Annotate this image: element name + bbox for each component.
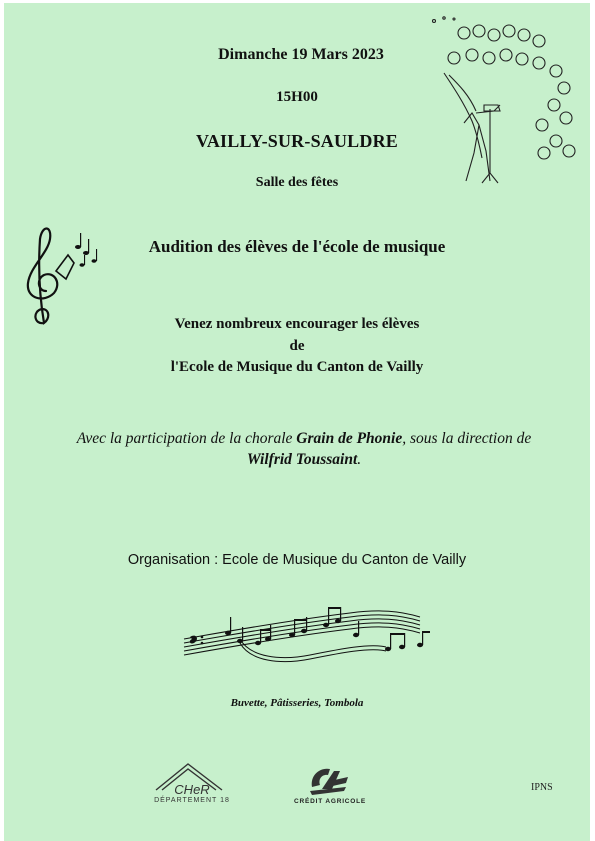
invitation-line-2: de — [289, 338, 305, 354]
event-date: Dimanche 19 Mars 2023 — [218, 46, 384, 63]
event-town: VAILLY-SUR-SAULDRE — [195, 131, 398, 151]
credit-agricole-caption: CRÉDIT AGRICOLE — [294, 798, 367, 805]
cher-logo-word: CHeR — [174, 782, 210, 797]
participation-middle: , sous la direction de — [402, 430, 532, 447]
treble-clef-icon — [22, 219, 106, 331]
ipns-mark: IPNS — [531, 782, 553, 793]
event-time: 15H00 — [276, 89, 318, 105]
organisation-line: Organisation : Ecole de Musique du Canton de Vailly — [127, 552, 467, 568]
cher-logo-caption: DÉPARTEMENT 18 — [154, 797, 230, 804]
flyer-page — [4, 3, 590, 841]
participation-prefix: Avec la participation de la chorale — [76, 430, 297, 447]
choir-name: Grain de Phonie — [296, 430, 403, 447]
event-title: Audition des élèves de l'école de musique — [148, 237, 446, 256]
credit-agricole-logo — [306, 765, 350, 797]
participation-text — [24, 428, 584, 470]
music-staff-icon — [180, 599, 438, 669]
invitation-line-3: l'Ecole de Musique du Canton de Vailly — [170, 359, 424, 375]
participation-suffix: . — [357, 451, 362, 468]
invitation-line-1: Venez nombreux encourager les élèves — [174, 316, 420, 332]
event-venue: Salle des fêtes — [255, 175, 339, 190]
extras-line: Buvette, Pâtisseries, Tombola — [230, 697, 364, 709]
director-name: Wilfrid Toussaint — [246, 451, 358, 468]
